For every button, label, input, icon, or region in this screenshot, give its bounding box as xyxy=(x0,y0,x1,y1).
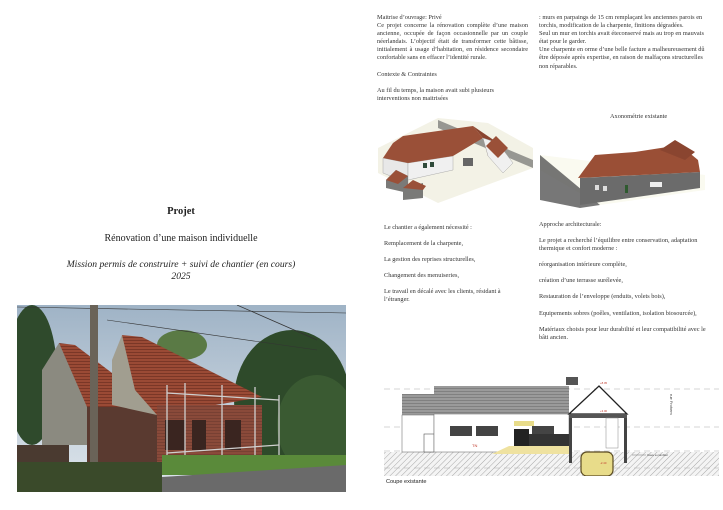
context-heading: Contexte & Contraintes xyxy=(377,70,437,78)
text-column-constraints xyxy=(539,14,705,71)
mission-year: 2025 xyxy=(171,270,191,282)
page-title: Projet xyxy=(167,206,195,217)
intro-paragraph: Ce projet concerne la rénovation complète d’une maison ancienne, occupée de façon occasionnelle par un couple néerlandais. L’objectif était de transformer cette bâtisse, initialement à usage d’habitation, en résidence secondaire confortable sans en effacer l’identité rurale. xyxy=(377,22,528,62)
mission-line: Mission permis de construire + suivi de chantier (en cours) xyxy=(66,259,296,270)
approach-intro: Le projet a recherché l’équilibre entre conservation, adaptation thermique et confort moderne : xyxy=(539,237,698,253)
section-caption: Coupe existante xyxy=(386,479,427,485)
works-intro: Le chantier a également nécessité : xyxy=(384,224,472,231)
constraints-paragraph: Seul un mur en torchis avait éteconservé mais au trop en mauvais état pour le garder. xyxy=(539,30,704,46)
section-drawing xyxy=(384,374,719,476)
approach-item: Matériaux choisis pour leur durabilité et leur compatibilité avec le bâti ancien. xyxy=(539,325,706,341)
text-column-approach xyxy=(539,221,709,350)
mission-description xyxy=(0,259,362,282)
client-heading: Maitrise d’ouvrage: Privé xyxy=(377,14,442,21)
svg-text:+8.05: +8.05 xyxy=(600,381,608,385)
approach-item: Restauration de l’enveloppe (enduits, volets bois), xyxy=(539,293,666,301)
text-column-intro xyxy=(377,14,528,111)
constraints-paragraph: : murs en parpaings de 15 cm remplaçant les anciennes parois en torchis, modification de la charpente, finitions dégradées. xyxy=(539,14,703,30)
approach-item: Equipements sobres (poêles, ventilation, isolation biosourcée), xyxy=(539,309,697,317)
works-item: Remplacement de la charpente, xyxy=(384,240,464,248)
street-label: rue Frohem xyxy=(669,394,674,415)
axonometry-caption: Axonométrie existante xyxy=(610,113,668,120)
svg-text:-2.40: -2.40 xyxy=(600,461,607,465)
context-paragraph: Au fil du temps, la maison avait subi plusieurs interventions non maitrisées xyxy=(377,86,495,102)
ground-level-label: TN xyxy=(472,443,478,448)
axonometry-view-2 xyxy=(540,140,710,208)
approach-heading: Approche architecturale: xyxy=(539,221,602,228)
works-item: Le travail en décalé avec les clients, résidant à l’étranger. xyxy=(384,288,501,304)
axonometry-illustration xyxy=(540,140,710,208)
project-subtitle: Rénovation d’une maison individuelle xyxy=(104,233,258,244)
approach-item: réorganisation intérieure complète, xyxy=(539,261,627,269)
house-photo xyxy=(17,305,346,492)
house-photo-illustration xyxy=(17,305,346,492)
cellar-label: Cave a combler xyxy=(647,453,669,457)
section-drawing-illustration xyxy=(384,374,719,476)
works-item: Changement des menuiseries, xyxy=(384,272,460,280)
text-column-works xyxy=(384,224,527,313)
axonometry-illustration xyxy=(378,118,533,208)
axonometry-view-1 xyxy=(378,118,533,208)
constraints-paragraph: Une charpente en orme d’une belle facture a malheureusement dû être déposée après expertise, en raison de malfaçons structurelles non réparables. xyxy=(539,46,705,70)
svg-text:+3.00: +3.00 xyxy=(600,409,608,413)
works-item: La gestion des reprises structurelles, xyxy=(384,256,476,264)
approach-item: création d’une terrasse surélevée, xyxy=(539,277,623,285)
